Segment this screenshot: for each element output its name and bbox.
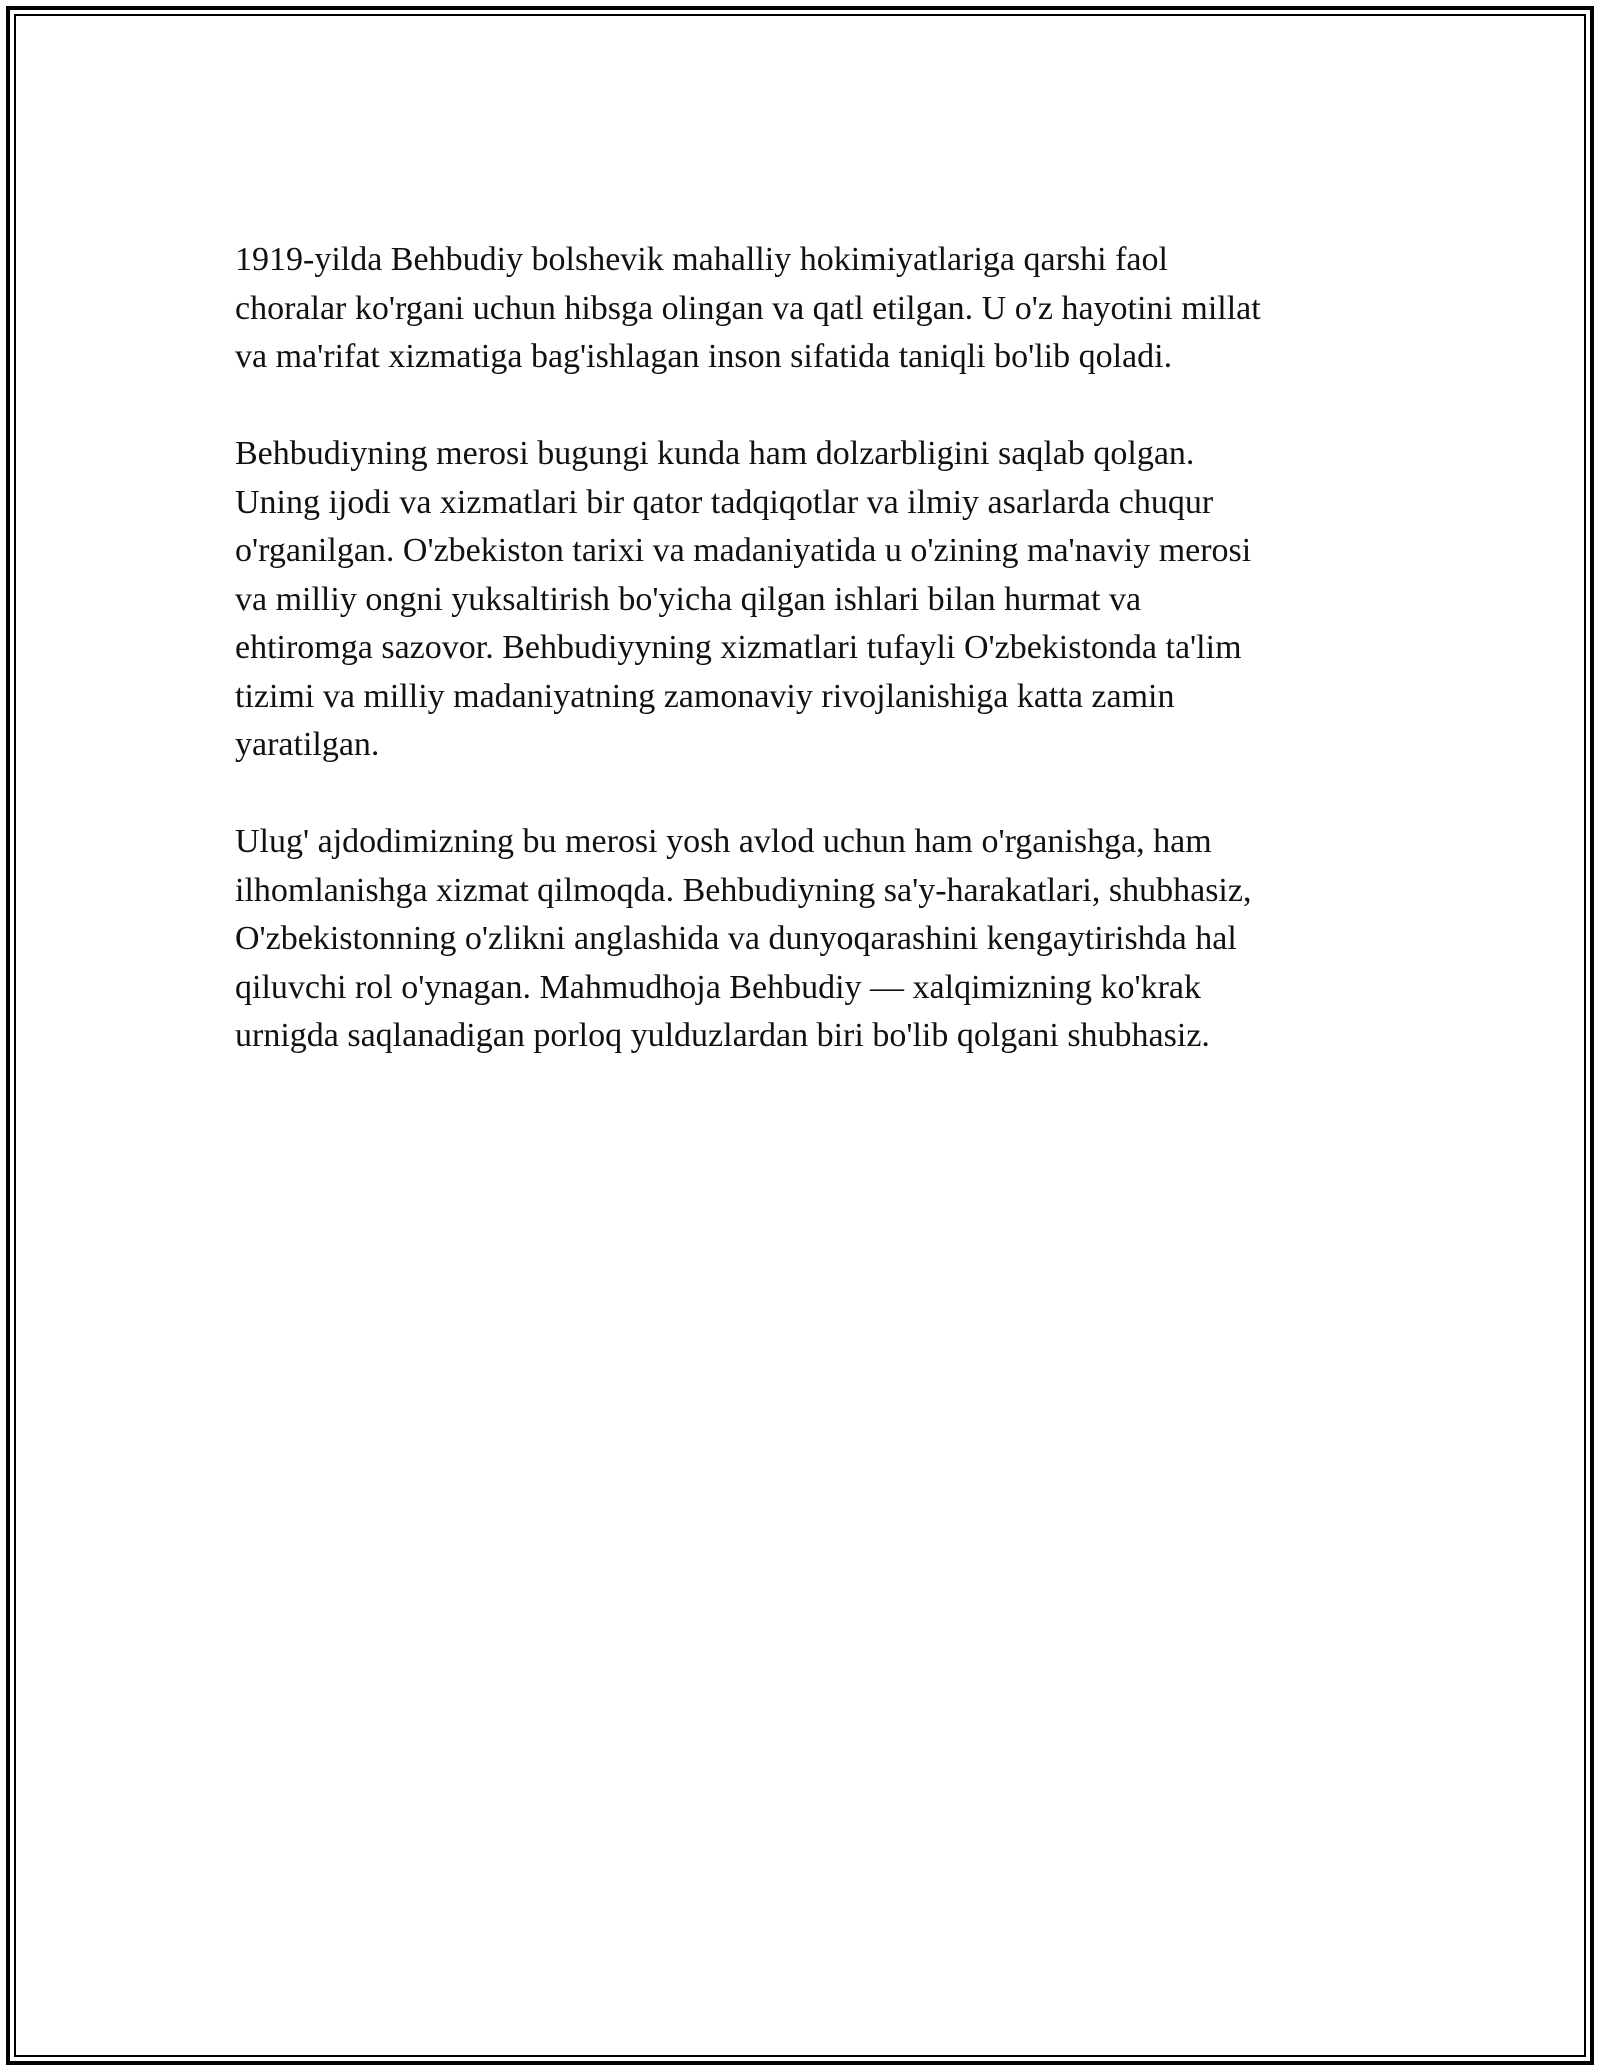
paragraph-1: 1919-yilda Behbudiy bolshevik mahalliy hokimiyatlariga qarshi faol choralar ko'rgani uchun hibsga olingan va qatl etilgan. U o'z hayotini millat va ma'rifat xizmatiga bag'ishlagan inson sifatida taniqli bo'lib qoladi. bbox=[235, 241, 1261, 375]
paragraph-3: Ulug' ajdodimizning bu merosi yosh avlod uchun ham o'rganishga, ham ilhomlanishga xizmat qilmoqda. Behbudiyning sa'y-harakatlari, shubhasiz, O'zbekistonning o'zlikni anglashida va dunyoqarashini kengaytirishda hal qiluvchi rol o'ynagan. Mahmudhoja Behbudiy — xalqimizning ko'krak urnigda saqlanadigan porloq yulduzlardan biri bo'lib qolgani shubhasiz. bbox=[235, 823, 1252, 1054]
document-body bbox=[235, 236, 1365, 1109]
paragraph-2: Behbudiyning merosi bugungi kunda ham dolzarbligini saqlab qolgan. Uning ijodi va xizmatlari bir qator tadqiqotlar va ilmiy asarlarda chuqur o'rganilgan. O'zbekiston tarixi va madaniyatida u o'zining ma'naviy merosi va milliy ongni yuksaltirish bo'yicha qilgan ishlari bilan hurmat va ehtiromga sazovor. Behbudiyyning xizmatlari tufayli O'zbekistonda ta'lim tizimi va milliy madaniyatning zamonaviy rivojlanishiga katta zamin yaratilgan. bbox=[235, 435, 1252, 763]
